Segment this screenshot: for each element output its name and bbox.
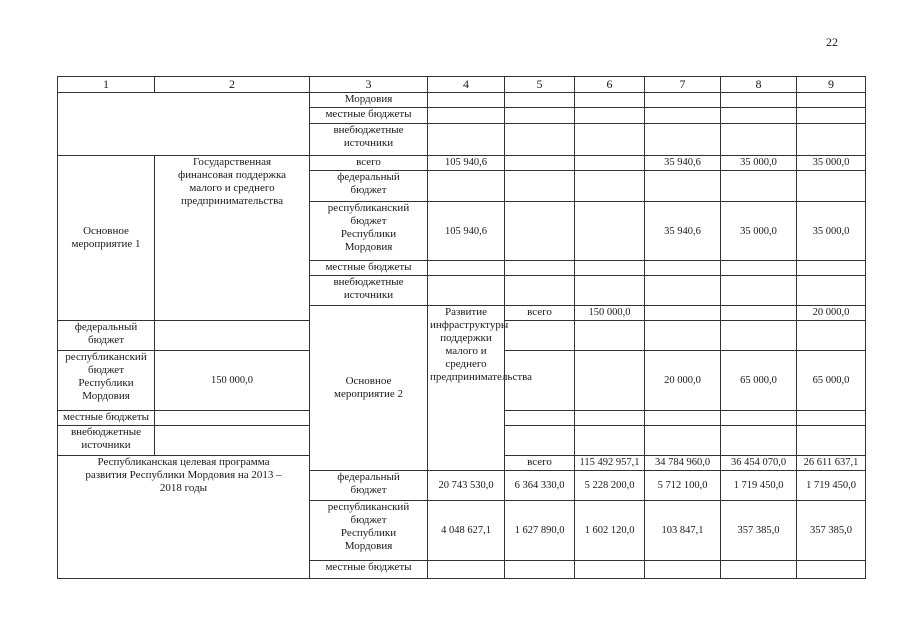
funding-source-cell: местные бюджеты <box>310 261 428 276</box>
activity-name: Государственная финансовая поддержка малого и среднего предпринимательства <box>155 156 310 321</box>
value-cell: 1 719 450,0 <box>721 471 797 501</box>
funding-source-cell: местные бюджеты <box>310 108 428 124</box>
value-cell: 35 000,0 <box>721 156 797 171</box>
header-row <box>58 77 866 93</box>
value-cell: 103 847,1 <box>645 501 721 561</box>
value-cell: 35 000,0 <box>721 202 797 261</box>
funding-source-cell: федеральный бюджет <box>310 171 428 202</box>
value-cell: 4 048 627,1 <box>428 501 505 561</box>
value-cell <box>575 202 645 261</box>
funding-source-cell: местные бюджеты <box>310 561 428 579</box>
activity-label: Основное мероприятие 1 <box>58 156 155 321</box>
value-cell: 36 454 070,0 <box>721 456 797 471</box>
funding-source-cell: внебюджетные источники <box>310 276 428 306</box>
value-cell <box>505 202 575 261</box>
header-cell: 8 <box>721 77 797 93</box>
empty-cell <box>58 93 310 156</box>
value-cell: 6 364 330,0 <box>505 471 575 501</box>
header-cell: 6 <box>575 77 645 93</box>
value-cell: 357 385,0 <box>797 501 866 561</box>
header-cell: 1 <box>58 77 155 93</box>
funding-source-cell: местные бюджеты <box>58 411 155 426</box>
value-cell: 5 228 200,0 <box>575 471 645 501</box>
value-cell <box>575 156 645 171</box>
value-cell: 65 000,0 <box>721 351 797 411</box>
activity-label: Основное мероприятие 2 <box>310 306 428 471</box>
budget-table <box>57 76 866 579</box>
program-name: Республиканская целевая программа развития Республики Мордовия на 2013 – 2018 годы <box>58 456 310 579</box>
funding-source-cell: федеральный бюджет <box>310 471 428 501</box>
funding-source-cell: федеральный бюджет <box>58 321 155 351</box>
funding-source-cell: всего <box>310 156 428 171</box>
funding-source-cell: Мордовия <box>310 93 428 108</box>
funding-source-cell: внебюджетные источники <box>58 426 155 456</box>
value-cell: 1 602 120,0 <box>575 501 645 561</box>
value-cell: 1 719 450,0 <box>797 471 866 501</box>
value-cell: 34 784 960,0 <box>645 456 721 471</box>
header-cell: 3 <box>310 77 428 93</box>
value-cell: 26 611 637,1 <box>797 456 866 471</box>
value-cell: 115 492 957,1 <box>575 456 645 471</box>
value-cell: 20 000,0 <box>645 351 721 411</box>
funding-source-cell: всего <box>505 456 575 471</box>
value-cell <box>645 306 721 321</box>
value-cell: 20 743 530,0 <box>428 471 505 501</box>
value-cell: 65 000,0 <box>797 351 866 411</box>
header-cell: 5 <box>505 77 575 93</box>
funding-source-cell: республиканский бюджет Республики Мордовия <box>58 351 155 411</box>
header-cell: 2 <box>155 77 310 93</box>
activity-name: Развитие инфраструктуры поддержки малого и среднего предпринимательства <box>428 306 505 471</box>
table-row <box>58 93 866 108</box>
header-cell: 4 <box>428 77 505 93</box>
value-cell: 105 940,6 <box>428 202 505 261</box>
value-cell <box>721 306 797 321</box>
value-cell: 357 385,0 <box>721 501 797 561</box>
header-cell: 9 <box>797 77 866 93</box>
page-number: 22 <box>826 35 838 49</box>
value-cell: 35 000,0 <box>797 156 866 171</box>
header-cell: 7 <box>645 77 721 93</box>
value-cell: 35 000,0 <box>797 202 866 261</box>
value-cell: 35 940,6 <box>645 156 721 171</box>
funding-source-cell: республиканский бюджет Республики Мордовия <box>310 202 428 261</box>
value-cell: 150 000,0 <box>575 306 645 321</box>
value-cell: 105 940,6 <box>428 156 505 171</box>
funding-source-cell: внебюджетные источники <box>310 124 428 156</box>
table-row <box>58 156 866 171</box>
value-cell: 1 627 890,0 <box>505 501 575 561</box>
value-cell: 150 000,0 <box>155 351 310 411</box>
value-cell <box>575 351 645 411</box>
funding-source-cell: всего <box>505 306 575 321</box>
funding-source-cell: республиканский бюджет Республики Мордовия <box>310 501 428 561</box>
value-cell: 35 940,6 <box>645 202 721 261</box>
value-cell: 5 712 100,0 <box>645 471 721 501</box>
value-cell: 20 000,0 <box>797 306 866 321</box>
value-cell <box>505 156 575 171</box>
